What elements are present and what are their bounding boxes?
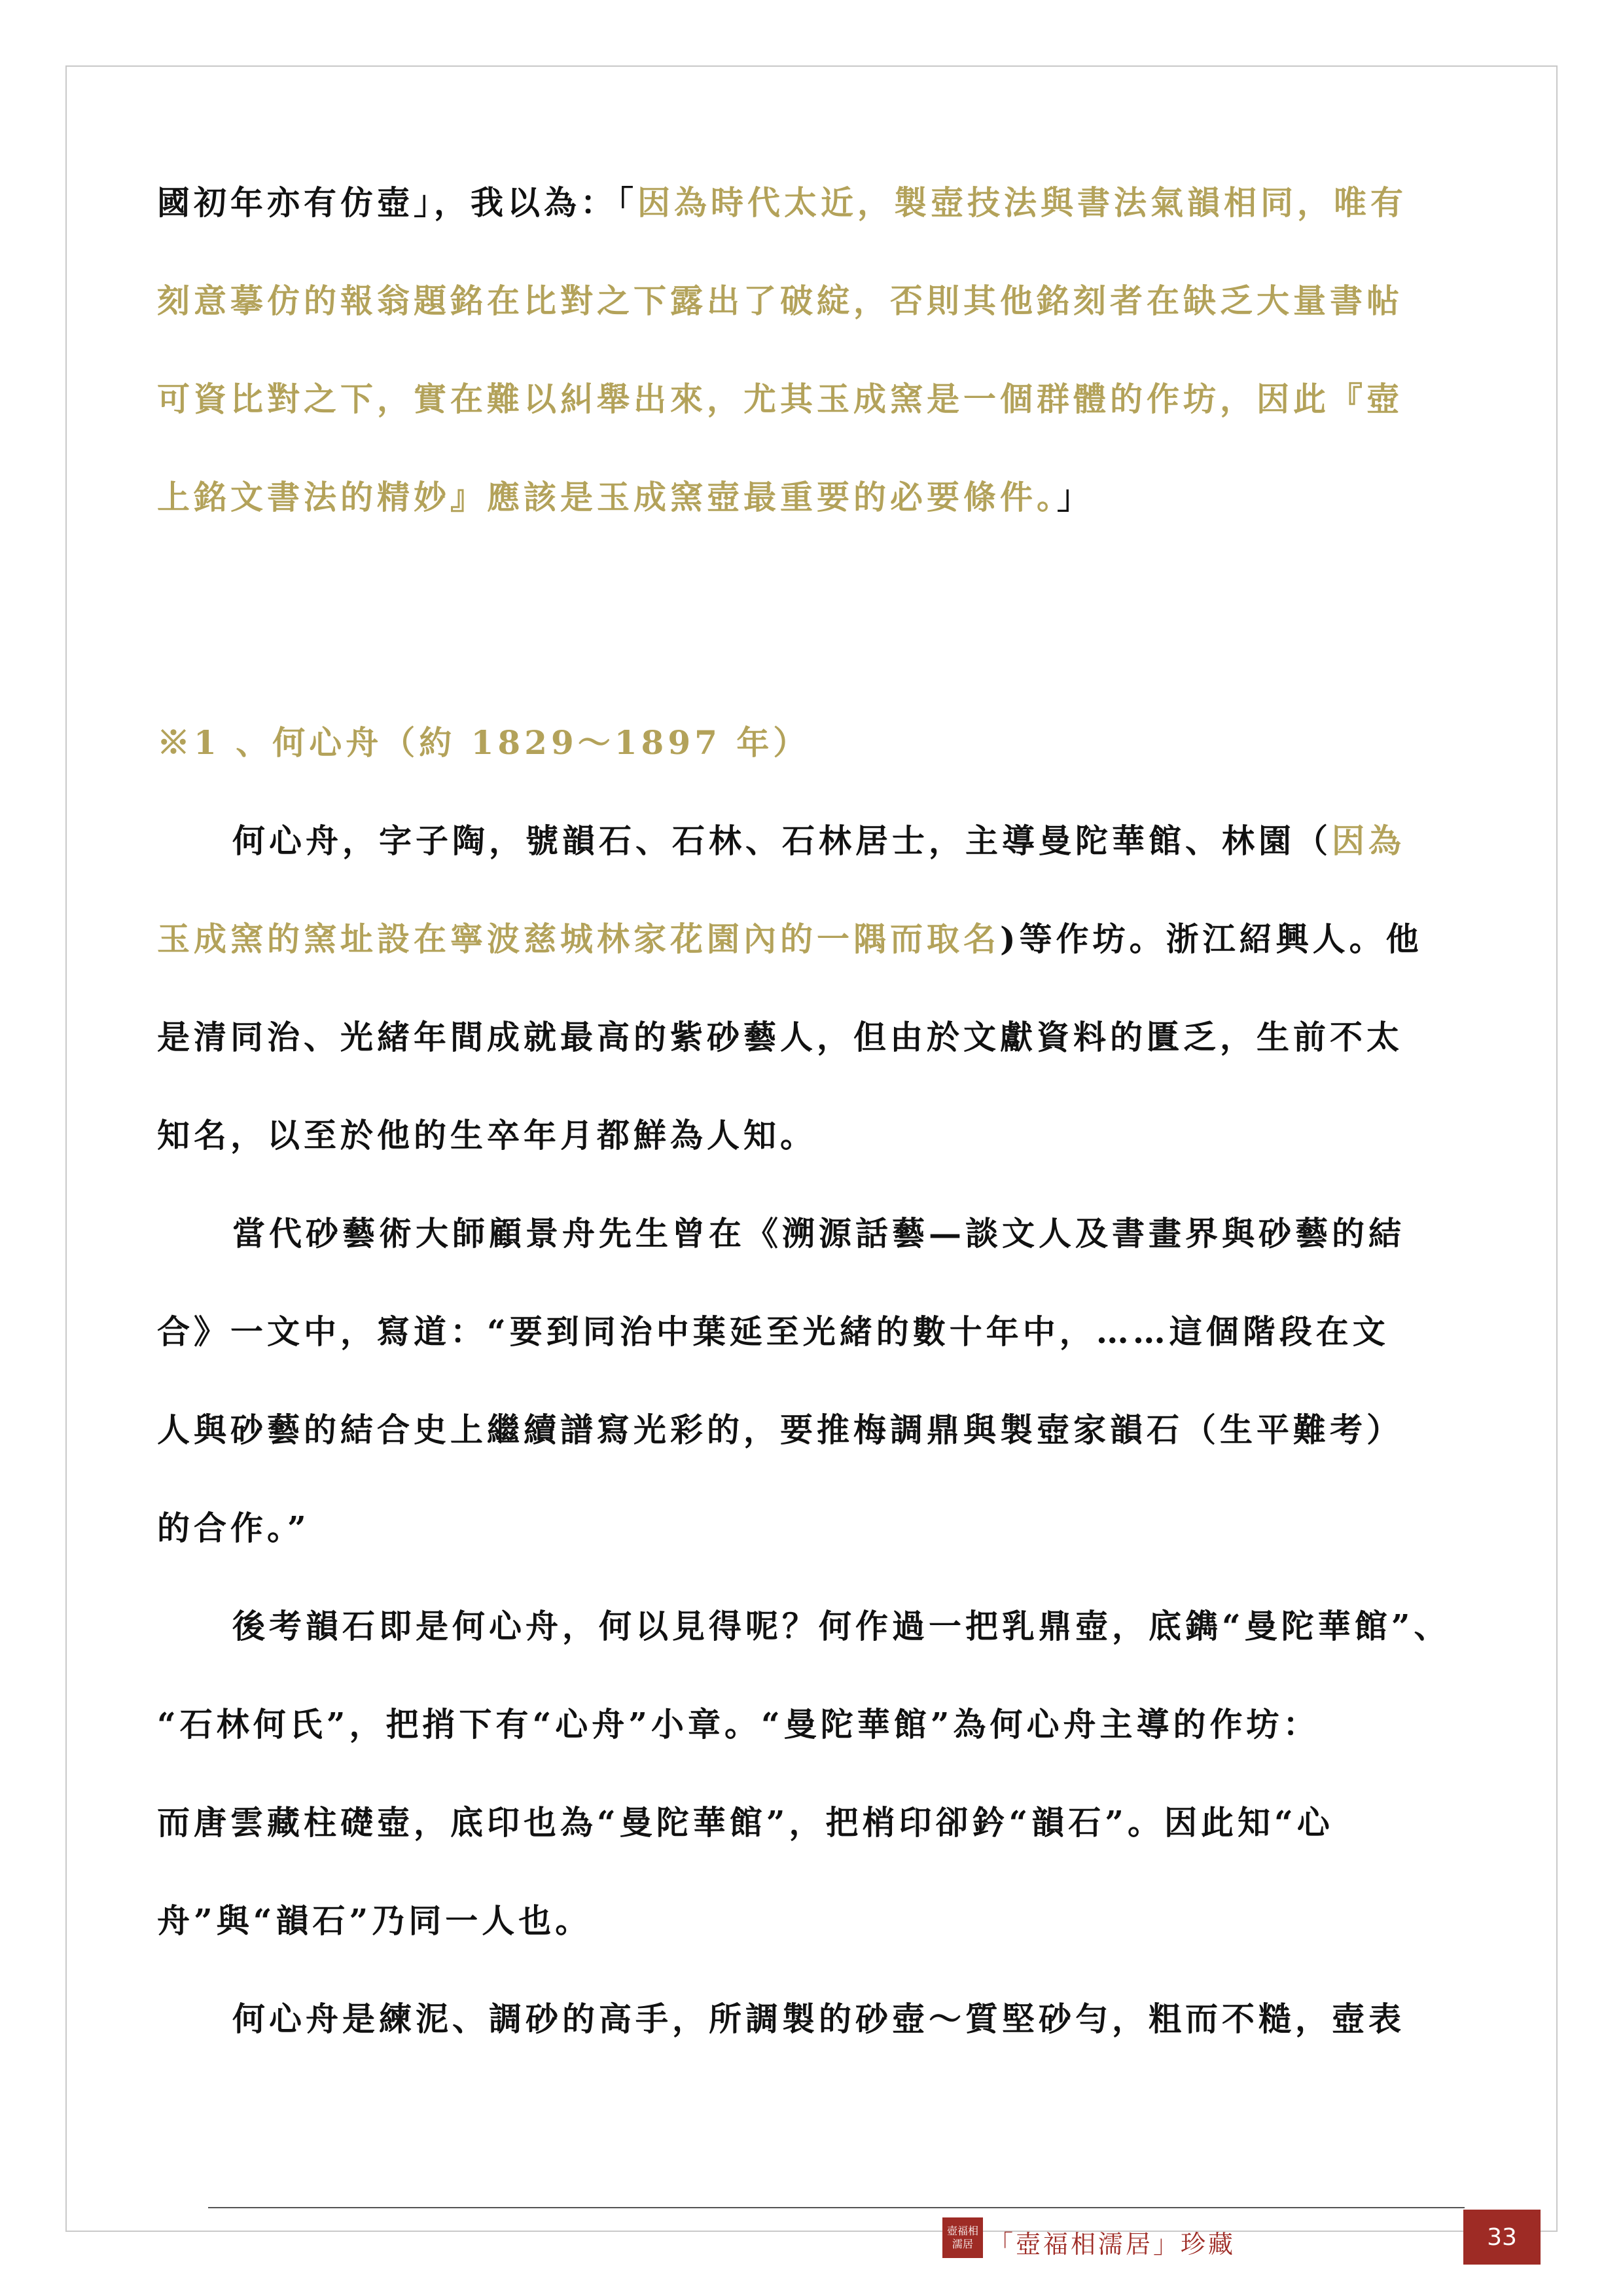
highlighted-text: 刻意摹仿的報翁題銘在比對之下露出了破綻，否則其他銘刻者在缺乏大量書帖 [157, 281, 1403, 320]
page-number: 33 [1463, 2210, 1541, 2265]
body-text: 舟”與“韻石”乃同一人也。 [157, 1901, 592, 1940]
text-line [157, 1312, 1472, 1352]
text-line [157, 1803, 1472, 1842]
body-text: 當代砂藝術大師顧景舟先生曾在《溯源話藝—談文人及書畫界與砂藝的結 [232, 1214, 1405, 1253]
text-line [157, 380, 1472, 419]
body-text: 何心舟，字子陶，號韻石、石林、石林居士，主導曼陀華館、林園（ [232, 821, 1332, 860]
highlighted-text: 玉成窯的窯址設在寧波慈城林家花園內的一隅而取名 [157, 920, 1000, 958]
highlighted-text: 因為 [1332, 821, 1405, 860]
text-line [157, 821, 1548, 861]
text-line [157, 1705, 1472, 1744]
body-text: 人與砂藝的結合史上繼續譜寫光彩的，要推梅調鼎與製壺家韻石（生平難考） [157, 1410, 1403, 1449]
text-line [157, 1410, 1472, 1450]
body-text: 知名，以至於他的生卒年月都鮮為人知。 [157, 1116, 817, 1155]
body-text: 是清同治、光緒年間成就最高的紫砂藝人，但由於文獻資料的匱乏，生前不太 [157, 1018, 1403, 1056]
text-line [157, 1509, 1472, 1548]
body-text: )等作坊。浙江紹興人。他 [1000, 920, 1423, 958]
text-line [157, 1901, 1472, 1941]
body-text: 的合作。” [157, 1509, 310, 1547]
highlighted-text: 因為時代太近，製壺技法與書法氣韻相同，唯有 [637, 183, 1407, 222]
text-line [157, 920, 1472, 959]
text-line [157, 1214, 1548, 1253]
body-text: 國初年亦有仿壺」，我以為：「 [157, 183, 637, 222]
text-line [157, 2000, 1548, 2039]
text-line [157, 281, 1472, 321]
seal-stamp-icon: 壺福相濡居 [942, 2217, 983, 2258]
body-text: 何心舟是練泥、調砂的高手，所調製的砂壺～質堅砂勻，粗而不糙，壺表 [232, 2000, 1405, 2038]
text-line [157, 1116, 1472, 1155]
body-text: 合》一文中，寫道：“要到同治中葉延至光緒的數十年中，……這個階段在文 [157, 1312, 1389, 1351]
body-text: 而唐雲藏柱礎壺，底印也為“曼陀華館”，把梢印卻鈐“韻石”。因此知“心 [157, 1803, 1334, 1842]
body-text: 後考韻石即是何心舟，何以見得呢？何作過一把乳鼎壺，底鐫“曼陀華館”、 [232, 1607, 1451, 1645]
text-line [157, 723, 1472, 762]
text-line [157, 1607, 1548, 1646]
highlighted-text: 可資比對之下，實在難以糾舉出來，尤其玉成窯是一個群體的作坊，因此『壺 [157, 380, 1403, 418]
highlighted-text: ※1 、何心舟（約 1829～1897 年） [157, 723, 810, 762]
body-text: “石林何氏”，把捎下有“心舟”小章。“曼陀華館”為何心舟主導的作坊： [157, 1705, 1320, 1744]
footer-divider [208, 2207, 1465, 2208]
highlighted-text: 上銘文書法的精妙』應該是玉成窯壺最重要的必要條件。 [157, 478, 1057, 516]
text-line [157, 1018, 1472, 1057]
text-line [157, 478, 1472, 517]
text-line [157, 183, 1472, 223]
footer-collection-label: 「壺福相濡居」珍藏 [988, 2230, 1236, 2259]
body-text: 」 [1057, 478, 1094, 516]
